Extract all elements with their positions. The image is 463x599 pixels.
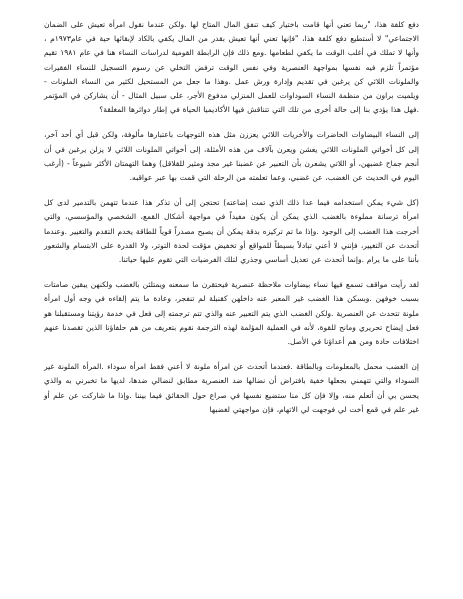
paragraph: دفع كلفة هذا، "ربما تعني أنها قامت باختيار كيف تنفق المال المتاح لها .ولكن عندما نقول امرأة تعيش على الضمان الاجتماعي" لا أستطيع دفع كلفة هذا، "فإنها تعني أنها تعيش بقدر من المال يكفي بالكاد لإبقائها حية في عام١٩٧٣م ، وأنها لا تملك في أغلب الوقت ما يكفي لطعامها .ومع ذلك فإن الرابطة القومية لدراسات النساء هنا في عام ١٩٨١ تقيم مؤتمراً تلزم فيه نفسها بمواجهة العنصرية وفي نفس الوقت ترفض التخلي عن رسوم التسجيل للنساء الفقيرات والملونات اللائي كن يرغبن في تقديم وإدارة ورش عمل .وهذا ما جعل من المستحيل لكثير من النساء الملونات - ويلميت براون من منظمة النساء السوداوات للعمل المنزلي مدفوع الأجر، على سبيل المثال - أن يشاركن في المؤتمر .فهل هذا يؤدي بنا إلى حالة أخرى من تلك التي تتناقش فيها الأكاديميا الحياة في إطار دوائرها المغلقة؟: [44, 20, 419, 115]
paragraph: إن الغضب محمل بالمعلومات وبالطاقة .فعندما أتحدث عن امرأة ملونة لا أعني فقط امرأة سوداء .المرأة الملونة غير السوداء والتي تتهمني بجعلها خفية بافتراض أن نضالها ضد العنصرية مطابق لنضالي ضدها، لديها ما تخبرني به والذي يحسن بي أن أتعلم منه، وإلا فإن كل منا ستضيع نفسها في صراع حول الحقائق فيما بيننا .وإذا ما شاركت عن علم أو غير علم في قمع أخت لي فوجهت لي الاتهام، فإن مواجهتي لغضبها: [44, 362, 419, 414]
paragraph: لقد رأيت مواقف تسمع فيها نساء بيضاوات ملاحظة عنصرية فيحتقرن ما سمعنه ويمتلئن بالغضب ولكنهن يبقين صامتات بسبب خوفهن .وبسكن هذا الغضب غير المعبر عنه داخلهن كقنبلة لم تنفجر، وعادة ما يتم إلقاءه في وجه أول امرأة ملونة تتحدث عن العنصرية .ولكن الغضب الذي يتم التعبير عنه والذي تتم ترجمته إلى فعل في خدمة رؤيتنا ومستقبلنا هو فعل إيضاح تحريري ومانح للقوة، لأنه في العملية المؤلمة لهذه الترجمة نقوم بتعريف من هم حلفاؤنا الذين تقصدنا عنهم اختلافات حادة ومن هم أعداؤنا في الأصل.: [44, 280, 419, 347]
paragraph: (كل شيء يمكن استخدامه فيما عدا ذلك الذي تمت إضاعته) تحتجن إلى أن تذكر هذا عندما تتهمن بالتدمير لدى كل امرأة ترسانة مملوءة بالغضب الذي يمكن أن يكون مفيداً في مواجهة أشكال القمع، الشخصي والمؤسسي، والتي أخرجت هذا الغضب إلى الوجود .وإذا ما تم تركيزه بدقة يمكن أن يصبح مصدراً قوياً للطاقة يخدم التقدم والتغيير .وعندما أتحدث عن التغيير، فإنني لا أعني تبادلاً بسيطاً للمواقع أو تخفيض مؤقت لحدة التوتر، ولا القدرة على الابتسام والشعور بأننا على ما يرام .وإنما أتحدث عن تعديل أساسي وجذري لتلك الفرضيات التي تقوم عليها حياتنا.: [44, 198, 419, 265]
paragraph: إلى النساء البيضاوات الحاضرات والأخريات اللائي يعززن مثل هذه التوجهات باعتبارها مألوفة، ولكن قبل أي أحد آخر، إلى كل أخواتي الملونات اللائي يعشن ويعرن بآلاف من هذه الأمثلة، إلى أخواتي الملونات اللائي لا يزلن يرغبن في أن أنجم جماح غضبهن، أو اللاتي يشعرن بأن التعبير عن غضبنا غير مجد ومثير للقلاقل) وهما التهمتان الأكثر شيوعاً - (أرغب اليوم في الحديث عن الغضب، عن غضبي، وعما تعلمته من الرحلة التي قمت بها عبر عواقبه.: [44, 130, 419, 183]
